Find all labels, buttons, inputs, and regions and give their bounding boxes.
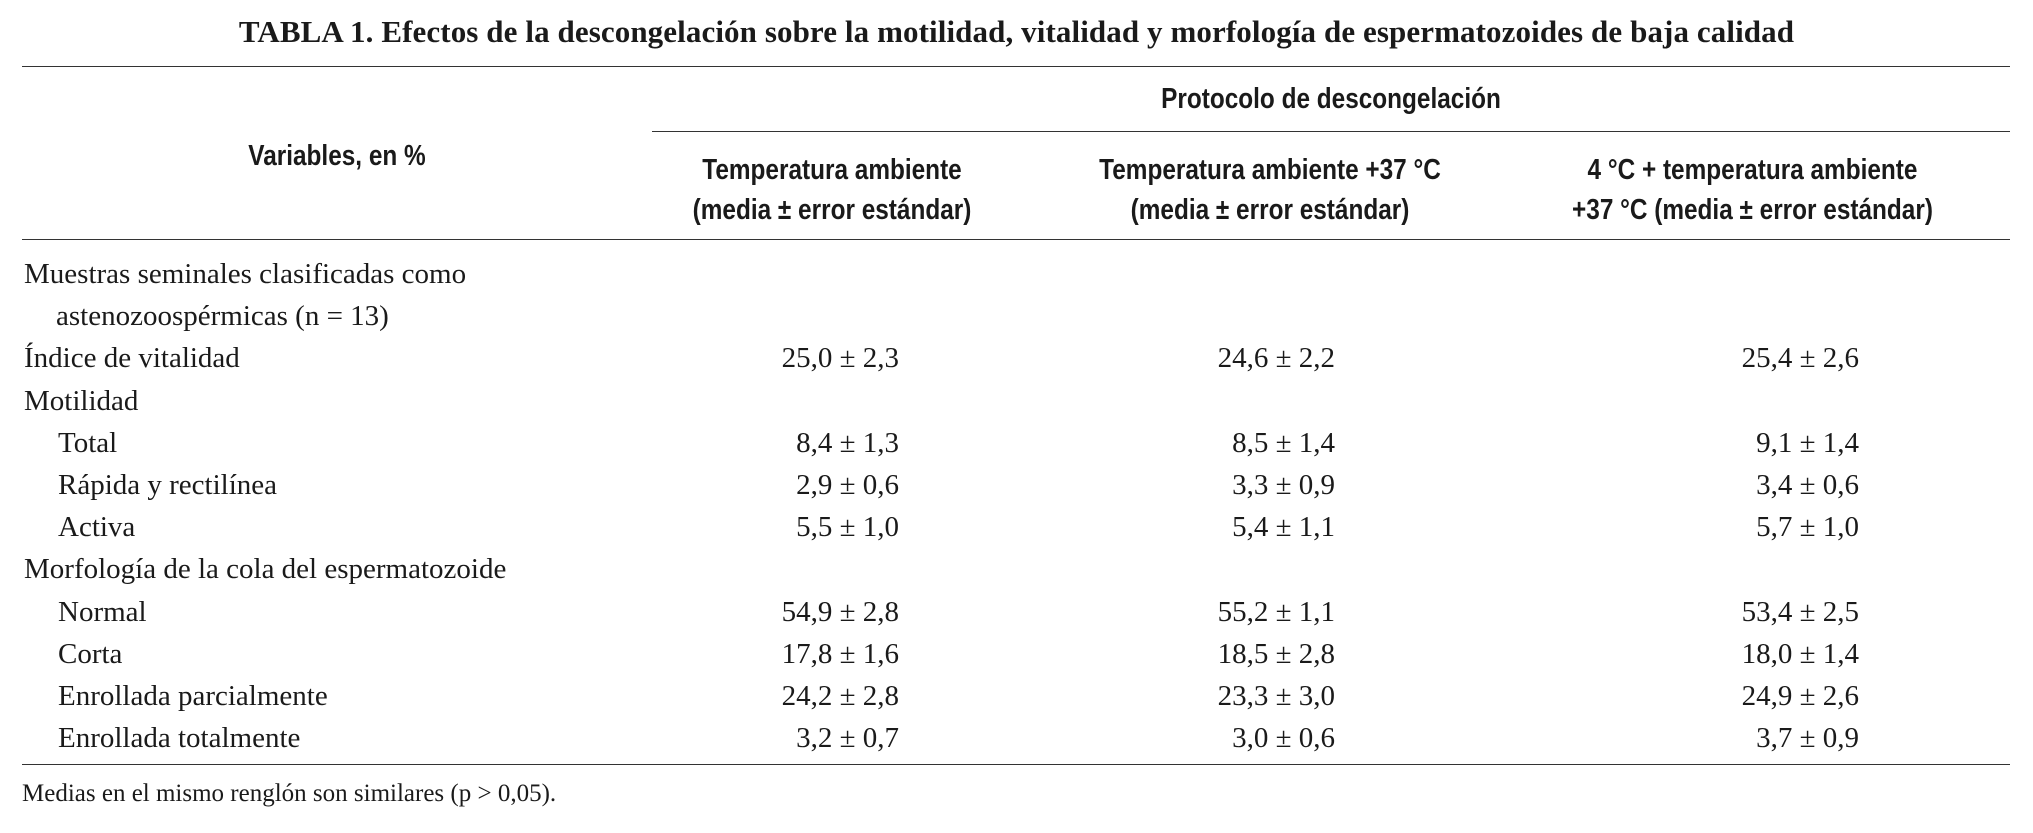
row-label: Morfología de la cola del espermatozoide (24, 553, 507, 586)
table-row (0, 506, 2033, 548)
cell-value: 8,4 ± 1,3 (796, 426, 899, 459)
cell-value: 55,2 ± 1,1 (1217, 595, 1335, 628)
cell-value: 3,3 ± 0,9 (1232, 469, 1335, 501)
row-label: Corta (58, 637, 123, 670)
cell-value: 54,9 ± 2,8 (781, 595, 899, 628)
row-label: Enrollada totalmente (58, 722, 301, 755)
cell-value: 3,0 ± 0,6 (1232, 722, 1335, 755)
table-row (0, 253, 2033, 295)
row-label: Motilidad (24, 384, 139, 417)
column-header-line2: (media ± error estándar) (692, 194, 972, 226)
column-header-ambient (681, 150, 983, 230)
table-row (0, 295, 2033, 337)
row-label: Total (58, 426, 118, 459)
cell-value: 5,5 ± 1,0 (796, 511, 899, 544)
column-header-line2: (media ± error estándar) (1130, 194, 1410, 226)
cell-value: 3,2 ± 0,7 (796, 722, 899, 755)
cell-value: 3,4 ± 0,6 (1756, 469, 1859, 501)
column-header-ambient-37 (1073, 150, 1468, 230)
column-header-line2: +37 °C (media ± error estándar) (1572, 194, 1933, 226)
row-label: Activa (58, 511, 136, 544)
table-row (0, 591, 2033, 633)
cell-value: 18,0 ± 1,4 (1741, 637, 1859, 670)
table-row (0, 464, 2033, 506)
cell-value: 9,1 ± 1,4 (1756, 426, 1859, 459)
cell-value: 17,8 ± 1,6 (781, 637, 899, 670)
table-caption: TABLA 1. Efectos de la descongelación sobre la motilidad, vitalidad y morfología de espermatozoides de baja calidad (238, 14, 1795, 49)
protocol-group-header: Protocolo de descongelación (1161, 83, 1501, 115)
bottom-rule (22, 764, 2010, 765)
table-row (0, 717, 2033, 759)
cell-value: 24,9 ± 2,6 (1741, 680, 1859, 712)
cell-value: 5,4 ± 1,1 (1232, 511, 1335, 544)
cell-value: 24,6 ± 2,2 (1217, 342, 1335, 375)
cell-value: 25,0 ± 2,3 (781, 342, 899, 375)
row-label: Enrollada parcialmente (58, 680, 328, 712)
table-row (0, 422, 2033, 464)
column-header-line1: 4 °C + temperatura ambiente (1587, 154, 1918, 186)
row-label: Normal (58, 595, 147, 628)
table-row (0, 337, 2033, 379)
cell-value: 18,5 ± 2,8 (1217, 637, 1335, 670)
cell-value: 24,2 ± 2,8 (781, 680, 899, 712)
cell-value: 3,7 ± 0,9 (1756, 722, 1859, 755)
table-footnote: Medias en el mismo renglón son similares (p > 0,05). (22, 780, 557, 807)
group-header-rule (652, 131, 2010, 132)
row-label: astenozoospérmicas (n = 13) (56, 300, 389, 333)
cell-value: 25,4 ± 2,6 (1741, 342, 1859, 375)
header-rule (22, 239, 2010, 240)
table-row (0, 548, 2033, 590)
cell-value: 23,3 ± 3,0 (1217, 680, 1335, 712)
table-row (0, 633, 2033, 675)
cell-value: 5,7 ± 1,0 (1756, 511, 1859, 544)
top-rule (22, 66, 2010, 67)
row-label: Muestras seminales clasificadas como (24, 258, 467, 290)
variables-header: Variables, en % (248, 140, 426, 172)
column-header-line1: Temperatura ambiente (702, 154, 962, 186)
column-header-4c-ambient-37 (1536, 150, 1969, 230)
row-label: Rápida y rectilínea (58, 469, 278, 501)
cell-value: 53,4 ± 2,5 (1741, 595, 1859, 628)
column-header-line1: Temperatura ambiente +37 °C (1099, 154, 1441, 186)
table-row (0, 675, 2033, 717)
table-row (0, 380, 2033, 422)
cell-value: 2,9 ± 0,6 (796, 469, 899, 501)
cell-value: 8,5 ± 1,4 (1232, 426, 1335, 459)
row-label: Índice de vitalidad (24, 342, 240, 375)
